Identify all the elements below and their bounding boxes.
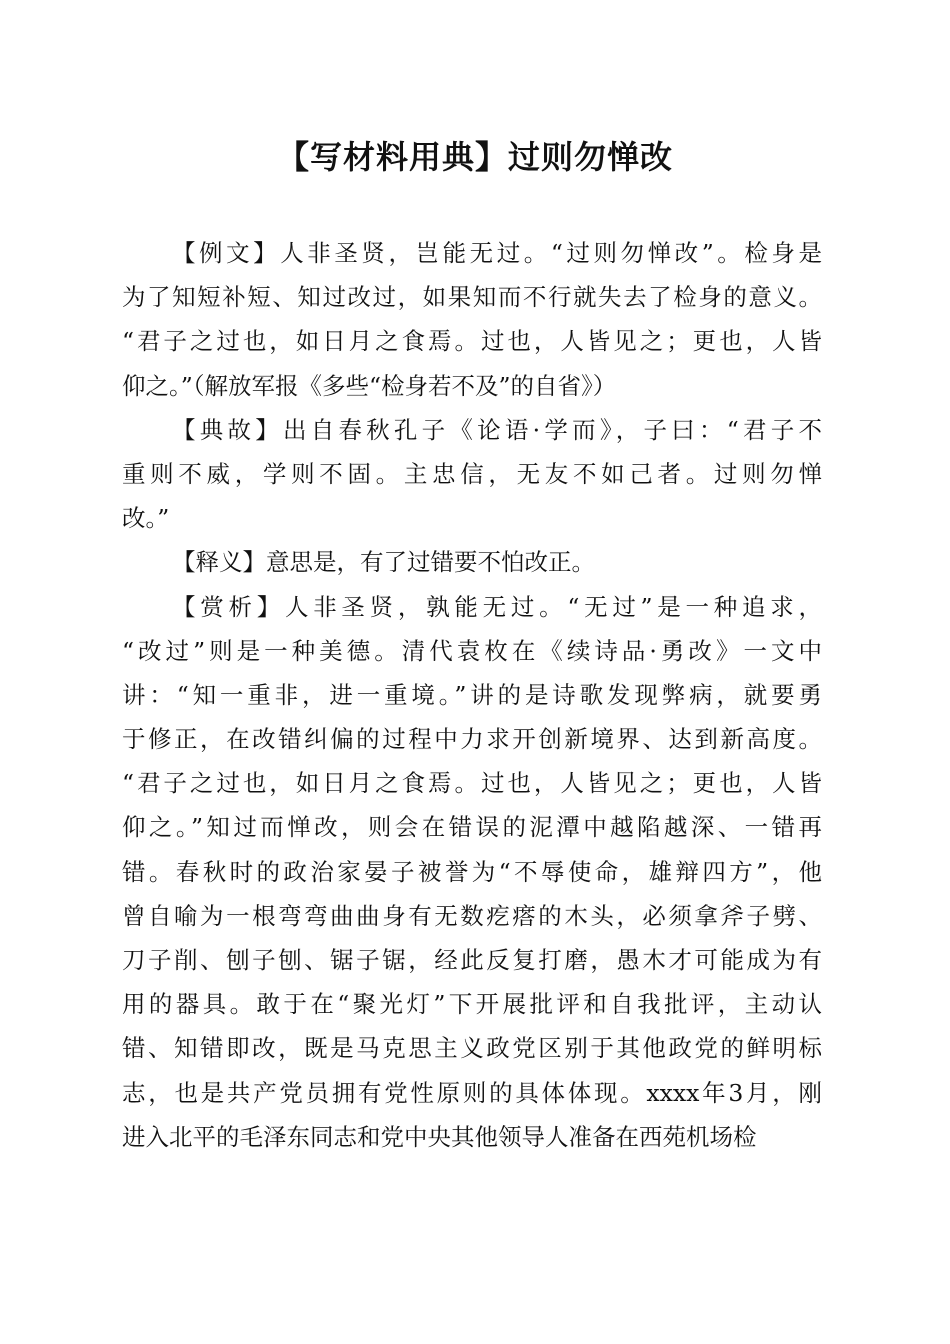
text-line: 【释义】意思是，有了过错要不怕改正。 [172,548,595,577]
document-title: 【写材料用典】过则勿惮改 [276,138,673,176]
text-line: 曾自喻为一根弯弯曲曲身有无数疙瘩的木头，必须拿斧子劈、 [122,901,822,930]
text-line: “改过”则是一种美德。清代袁枚在《续诗品·勇改》一文中 [122,636,822,665]
text-line: 刀子削、刨子刨、锯子锯，经此反复打磨，愚木才可能成为有 [122,946,822,974]
text-line: “君子之过也，如日月之食焉。过也，人皆见之；更也，人皆 [122,769,822,798]
text-line: 志，也是共产党员拥有党性原则的具体体现。xxxx年3月，刚 [122,1078,822,1107]
paragraph [122,231,822,408]
text-line: 仰之。”（解放军报《多些“检身若不及”的自省》） [122,371,617,400]
text-line: 【例文】人非圣贤，岂能无过。“过则勿惮改”。检身是 [172,239,822,267]
paragraph [122,585,822,1159]
paragraph [122,540,822,584]
text-line: 为了知短补短、知过改过，如果知而不行就失去了检身的意义。 [122,283,822,312]
text-line: 于修正，在改错纠偏的过程中力求开创新境界、达到新高度。 [122,725,822,754]
text-line: 错、知错即改，既是马克思主义政党区别于其他政党的鲜明标 [122,1034,822,1063]
text-line: 仰之。”知过而惮改，则会在错误的泥潭中越陷越深、一错再 [122,813,822,842]
text-line: 讲：“知一重非，进一重境。”讲的是诗歌发现弊病，就要勇 [122,680,822,709]
text-line: 【典故】出自春秋孔子《论语·学而》，子曰：“君子不 [172,415,822,444]
text-line: 错。春秋时的政治家晏子被誉为“不辱使命，雄辩四方”，他 [122,857,822,886]
text-line: 【赏析】人非圣贤，孰能无过。“无过”是一种追求， [172,592,822,621]
text-line: “君子之过也，如日月之食焉。过也，人皆见之；更也，人皆 [122,327,822,356]
text-line: 改。” [122,504,170,533]
document-body [122,231,822,1159]
text-line: 进入北平的毛泽东同志和党中央其他领导人准备在西苑机场检 [122,1122,757,1151]
text-line: 用的器具。敢于在“聚光灯”下开展批评和自我批评，主动认 [122,990,822,1019]
text-line: 重则不威，学则不固。主忠信，无友不如己者。过则勿惮 [122,459,822,488]
paragraph [122,408,822,541]
